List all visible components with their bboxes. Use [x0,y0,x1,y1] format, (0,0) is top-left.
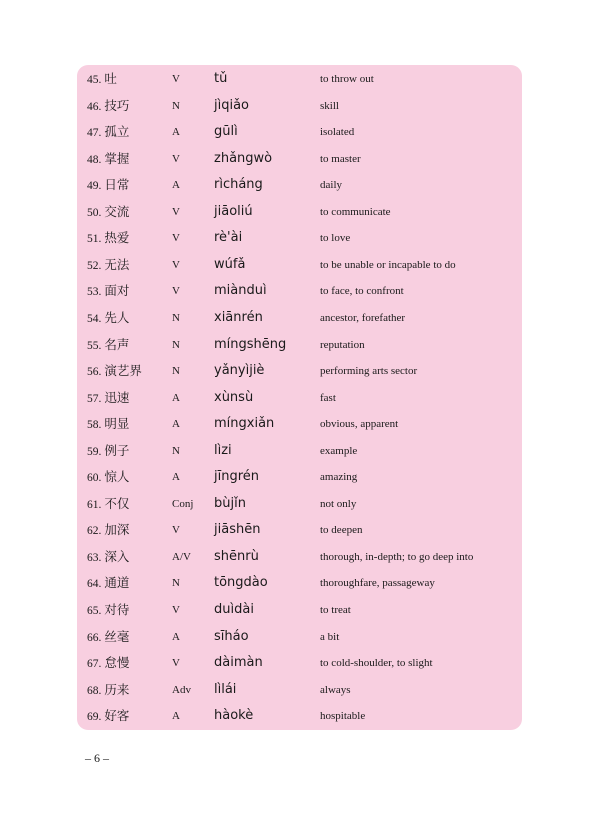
vocab-number: 66. [87,631,102,644]
vocab-part-of-speech: V [172,258,180,271]
vocab-meaning: isolated [320,126,355,139]
vocab-row [77,66,522,92]
vocab-word [87,411,129,437]
vocab-word [87,624,129,650]
vocab-pinyin: yǎnyìjiè [214,363,265,379]
vocab-pinyin: jiāshēn [214,522,261,538]
vocab-hanzi: 掌握 [104,150,130,166]
vocab-part-of-speech: V [172,285,180,298]
vocab-number: 65. [87,605,102,617]
vocab-row [77,252,522,278]
vocab-row [77,199,522,225]
vocab-number: 61. [87,498,102,511]
vocab-number: 59. [87,445,102,458]
vocab-number: 50. [87,206,102,219]
vocab-hanzi: 吐 [104,71,117,86]
vocab-meaning: not only [320,497,357,510]
vocab-meaning: always [320,683,351,696]
vocab-pinyin: wúfǎ [214,256,246,272]
vocab-row [77,332,522,358]
vocab-meaning: to be unable or incapable to do [320,258,456,271]
vocab-part-of-speech: V [172,73,180,85]
vocab-meaning: to throw out [320,73,374,85]
vocab-meaning: skill [320,99,339,112]
vocab-hanzi: 怠慢 [104,655,130,671]
vocab-row [77,172,522,198]
vocab-hanzi: 先人 [104,309,130,325]
vocab-meaning: to love [320,232,351,245]
vocab-row [77,93,522,119]
vocab-word [87,278,129,304]
vocab-row [77,517,522,543]
vocab-number: 56. [87,366,102,379]
vocab-number: 46. [87,100,102,113]
vocab-pinyin: míngshēng [214,336,287,352]
vocab-word [87,544,129,570]
vocab-part-of-speech: N [172,444,180,457]
vocab-row [77,225,522,251]
vocab-pinyin: lìlái [214,681,237,697]
vocab-meaning: fast [320,391,336,404]
vocab-hanzi: 不仅 [104,495,130,511]
vocab-part-of-speech: N [172,365,180,378]
vocab-part-of-speech: V [172,232,180,245]
vocab-word [87,172,129,198]
vocab-number: 55. [87,339,102,352]
vocab-pinyin: sīháo [214,628,249,644]
vocab-hanzi: 对待 [104,602,130,617]
vocab-meaning: performing arts sector [320,365,418,378]
vocab-word [87,677,129,703]
vocab-part-of-speech: V [172,524,180,537]
vocab-pinyin: lìzi [214,442,232,458]
vocab-hanzi: 历来 [104,681,130,697]
vocab-row [77,385,522,411]
vocab-word [87,119,129,145]
vocab-part-of-speech: N [172,311,180,324]
vocab-number: 62. [87,525,102,538]
vocab-hanzi: 交流 [104,203,130,219]
vocab-hanzi: 通道 [104,575,130,591]
vocab-pinyin: miànduì [214,283,267,299]
vocab-part-of-speech: V [172,152,180,165]
vocab-number: 53. [87,286,102,299]
vocab-number: 45. [87,74,102,86]
vocab-part-of-speech: N [172,577,180,590]
vocab-number: 54. [87,312,102,325]
vocab-pinyin: jiāoliú [214,203,253,219]
vocab-hanzi: 明显 [104,416,130,432]
vocab-hanzi: 丝毫 [104,628,130,644]
vocab-pinyin: duìdài [214,602,254,617]
vocab-word [87,305,129,331]
vocab-word [87,438,129,464]
vocab-number: 57. [87,392,102,405]
vocab-hanzi: 好客 [104,708,130,724]
vocab-word [87,66,117,92]
vocab-pinyin: bùjǐn [214,495,246,511]
vocab-number: 47. [87,127,102,140]
vocab-word [87,93,129,119]
vocab-word [87,146,129,172]
vocab-hanzi: 热爱 [104,230,130,246]
vocab-meaning: to communicate [320,205,391,218]
vocab-word [87,517,129,543]
vocab-word [87,597,129,623]
vocab-hanzi: 惊人 [104,469,130,485]
vocab-row [77,544,522,570]
vocab-word [87,703,129,729]
vocab-row [77,358,522,384]
vocab-row [77,119,522,145]
vocab-row [77,464,522,490]
vocab-number: 48. [87,153,102,166]
vocab-number: 69. [87,711,102,724]
vocab-part-of-speech: A [172,179,180,192]
vocab-meaning: a bit [320,630,340,643]
vocab-word [87,358,142,384]
vocab-number: 64. [87,578,102,591]
vocab-hanzi: 名声 [104,336,130,352]
vocab-part-of-speech: A [172,126,180,139]
vocab-number: 63. [87,551,102,564]
vocab-pinyin: rè'ài [214,230,243,246]
vocab-meaning: ancestor, forefather [320,311,406,324]
vocab-meaning: hospitable [320,710,366,723]
vocab-hanzi: 加深 [104,522,130,538]
vocab-word [87,385,129,411]
vocab-pinyin: shēnrù [214,548,259,564]
vocab-pinyin: xiānrén [214,309,263,325]
vocab-part-of-speech: N [172,99,180,112]
vocab-number: 68. [87,684,102,697]
vocab-part-of-speech: V [172,604,180,616]
vocab-hanzi: 孤立 [104,124,130,140]
vocab-part-of-speech: V [172,657,180,670]
vocab-part-of-speech: A/V [172,550,191,563]
vocab-word [87,464,129,490]
vocab-pinyin: zhǎngwò [214,150,273,166]
vocab-part-of-speech: V [172,205,180,218]
vocab-row [77,305,522,331]
vocab-pinyin: tōngdào [214,575,268,591]
vocab-meaning: to face, to confront [320,285,404,298]
vocab-meaning: thorough, in-depth; to go deep into [320,550,474,563]
vocab-row [77,624,522,650]
vocab-pinyin: tǔ [214,71,228,86]
vocab-word [87,570,129,596]
vocab-pinyin: xùnsù [214,389,254,405]
vocab-meaning: example [320,444,358,457]
vocab-part-of-speech: A [172,418,180,431]
vocab-pinyin: jīngrén [214,469,260,485]
vocabulary-panel [77,65,522,730]
vocab-hanzi: 技巧 [104,97,130,113]
vocab-meaning: obvious, apparent [320,418,399,431]
vocab-part-of-speech: Conj [172,497,194,510]
vocab-row [77,438,522,464]
vocab-number: 51. [87,233,102,246]
vocab-meaning: to deepen [320,524,363,537]
page-number: – 6 – [85,751,109,765]
vocab-hanzi: 演艺界 [104,363,142,379]
vocab-hanzi: 深入 [104,548,130,564]
vocab-number: 52. [87,259,102,272]
vocab-number: 67. [87,658,102,671]
vocab-meaning: reputation [320,338,365,351]
vocab-meaning: to master [320,152,361,165]
vocab-hanzi: 例子 [104,442,130,458]
vocab-number: 60. [87,472,102,485]
vocab-row [77,597,522,623]
vocab-pinyin: dàimàn [214,655,263,671]
vocab-part-of-speech: A [172,471,180,484]
vocab-row [77,146,522,172]
vocab-number: 58. [87,419,102,432]
vocab-word [87,199,129,225]
vocab-word [87,252,129,278]
vocab-word [87,225,129,251]
vocab-word [87,332,129,358]
vocab-meaning: daily [320,179,342,192]
vocab-word [87,491,129,517]
vocab-pinyin: rìcháng [214,177,263,193]
vocab-part-of-speech: A [172,710,180,723]
vocab-row [77,677,522,703]
vocab-pinyin: hàokè [214,708,254,724]
vocab-meaning: amazing [320,471,358,484]
vocab-part-of-speech: A [172,391,180,404]
vocab-row [77,411,522,437]
vocab-pinyin: gūlì [214,124,238,140]
vocab-part-of-speech: N [172,338,180,351]
vocab-pinyin: jìqiǎo [214,97,250,113]
vocab-part-of-speech: A [172,630,180,643]
vocab-meaning: to cold-shoulder, to slight [320,657,433,670]
vocab-hanzi: 迅速 [104,389,130,405]
vocab-meaning: to treat [320,604,351,616]
vocab-row [77,491,522,517]
vocab-meaning: thoroughfare, passageway [320,577,435,590]
vocab-number: 49. [87,180,102,193]
vocab-word [87,650,129,676]
vocab-hanzi: 无法 [104,256,130,272]
vocab-row [77,703,522,729]
vocab-hanzi: 日常 [104,177,130,193]
vocab-pinyin: míngxiǎn [214,416,275,432]
vocab-hanzi: 面对 [104,283,130,299]
vocab-row [77,570,522,596]
vocab-part-of-speech: Adv [172,683,191,696]
vocab-row [77,650,522,676]
vocab-row [77,278,522,304]
